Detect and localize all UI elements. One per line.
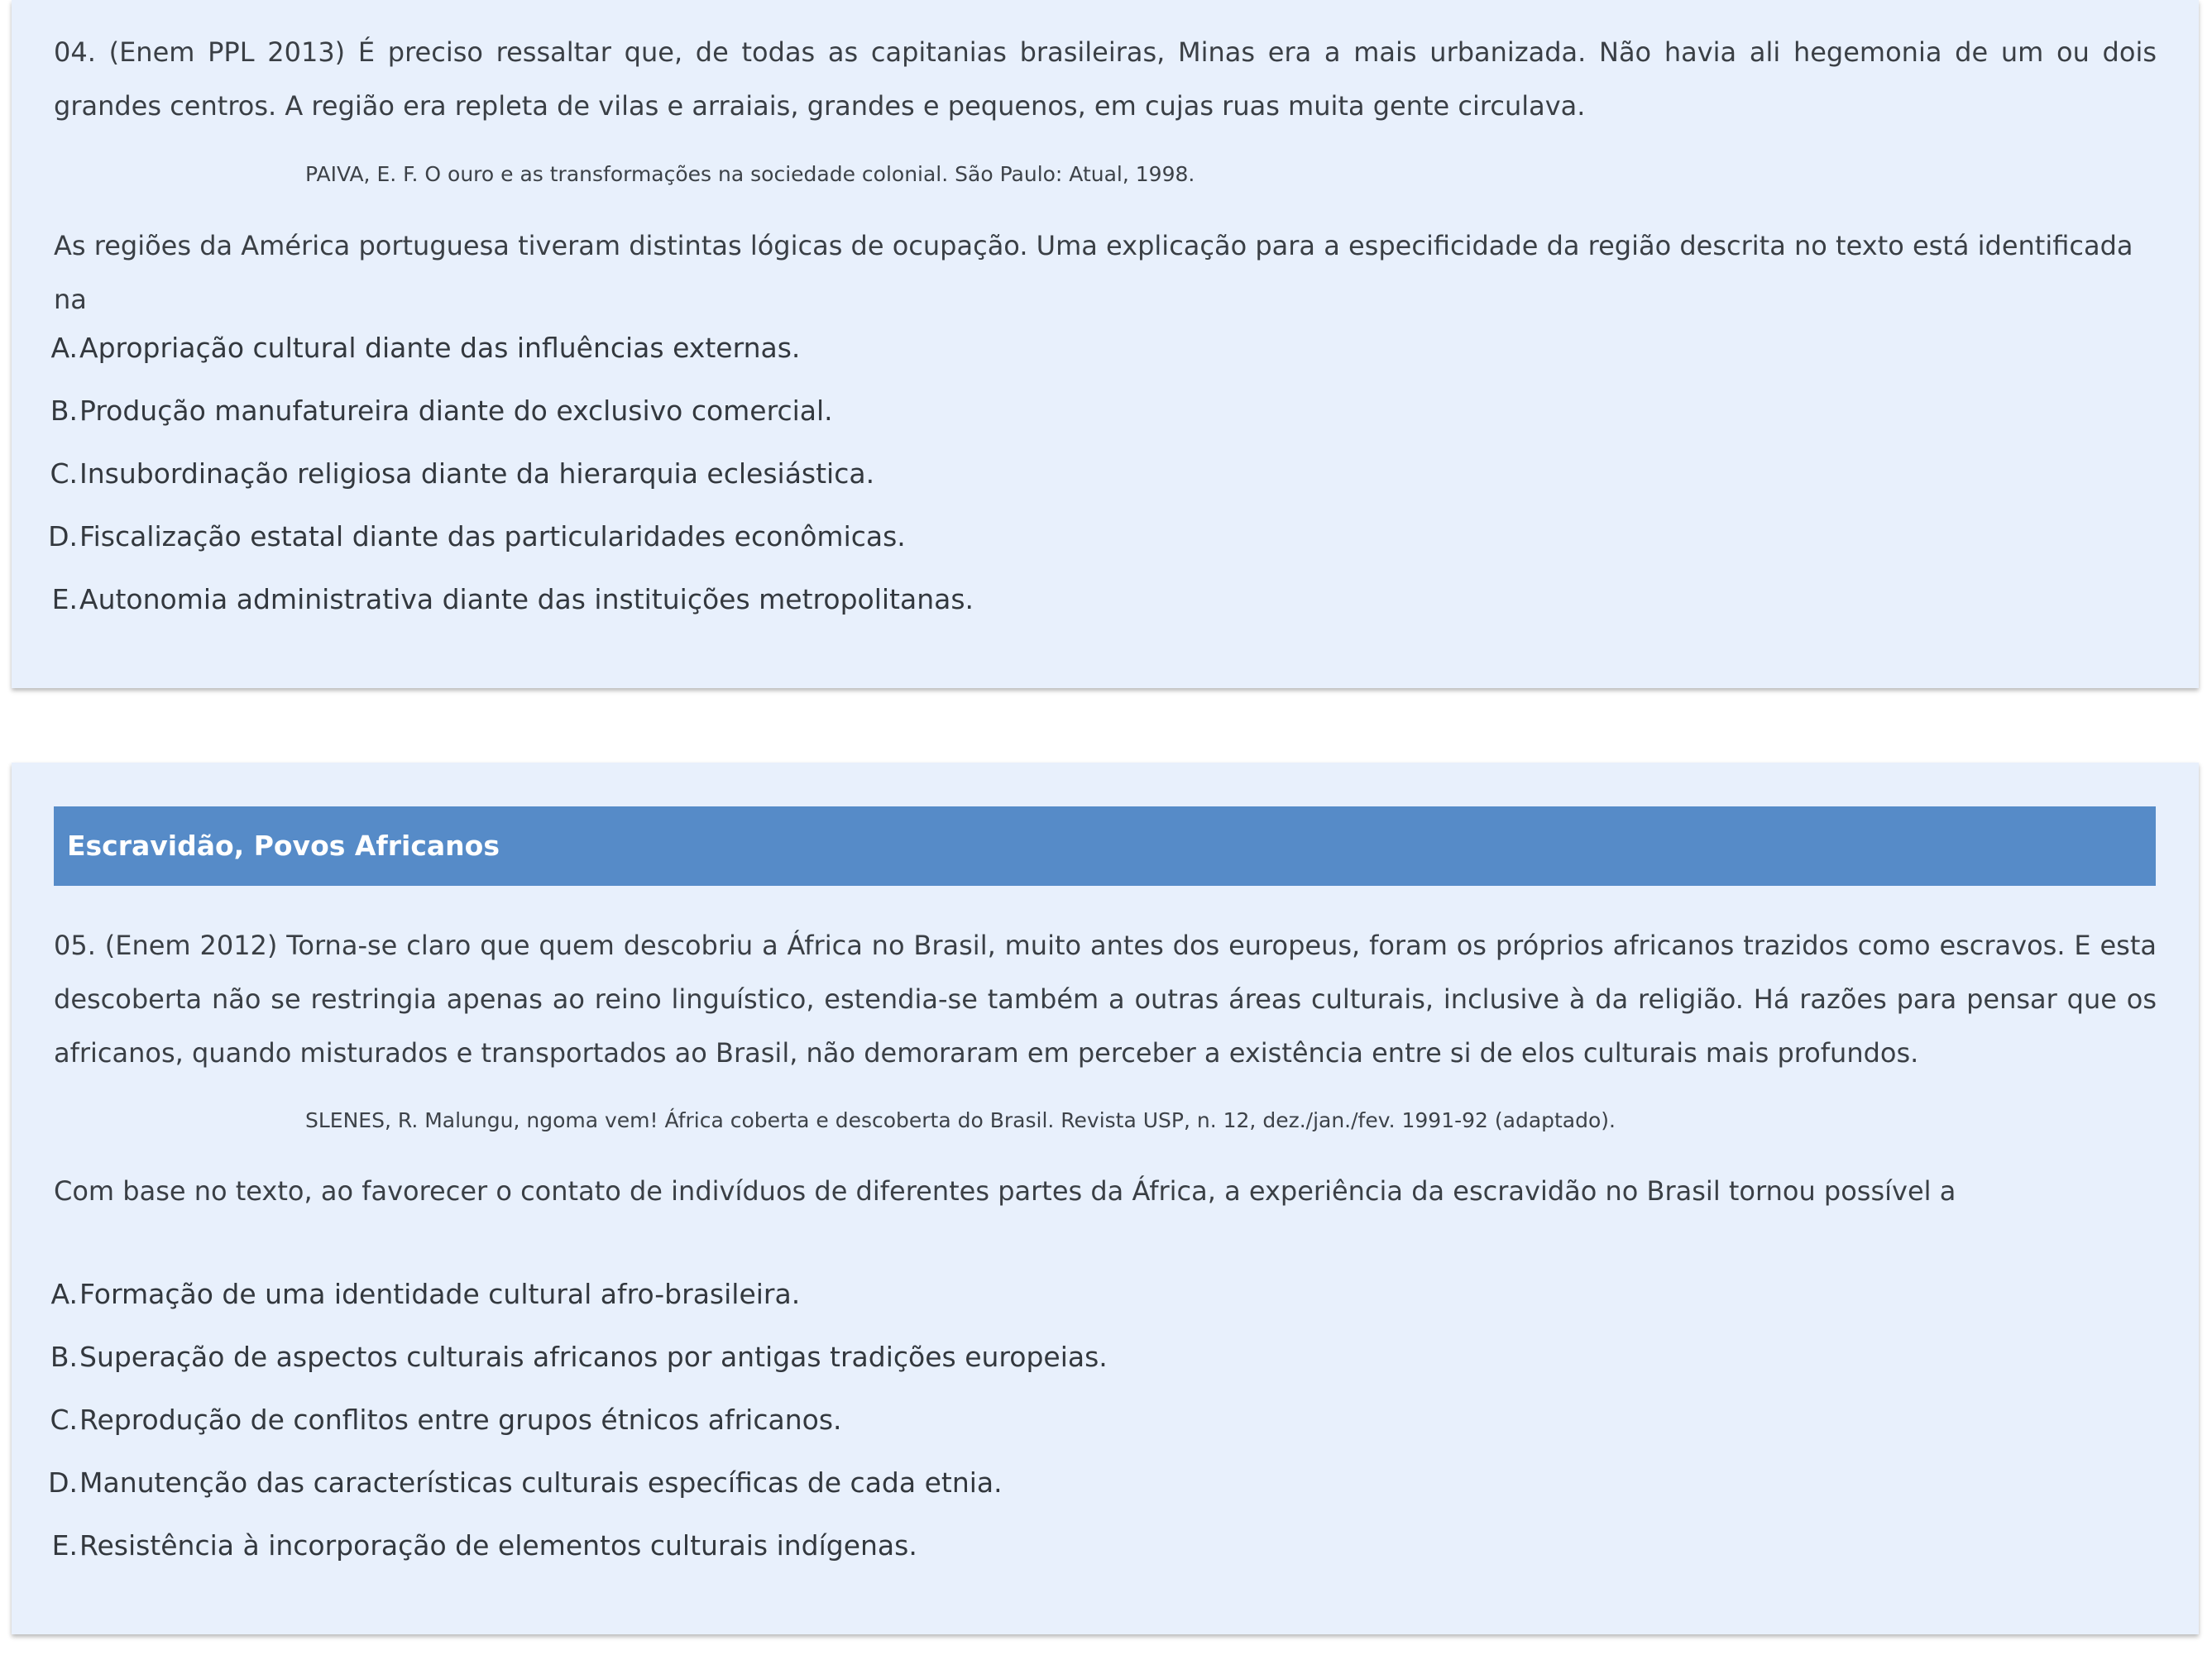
option-text: Apropriação cultural diante das influências externas. (79, 332, 801, 364)
option-text: Fiscalização estatal diante das particularidades econômicas. (79, 520, 906, 552)
option-letter: C. (50, 1404, 78, 1436)
citation: PAIVA, E. F. O ouro e as transformações na sociedade colonial. São Paulo: Atual, 1998. (305, 162, 1195, 186)
option-text: Insubordinação religiosa diante da hierarquia eclesiástica. (79, 457, 875, 490)
option-text: Produção manufatureira diante do exclusivo comercial. (79, 395, 833, 427)
question-stem: 05. (Enem 2012) Torna-se claro que quem descobriu a África no Brasil, muito antes dos europeus, foram os próprios africanos trazidos como escravos. E esta descoberta não se restringia apenas ao reino linguístico, estendia-se também a outras áreas culturais, inclusive à da religião. Há razões para pensar que os africanos, quando misturados e transportados ao Brasil, não demoraram em perceber a existência entre si de elos culturais mais profundos. (54, 930, 2157, 1069)
option-letter: B. (50, 1341, 78, 1373)
question-command: Com base no texto, ao favorecer o contato de indivíduos de diferentes partes da África, a experiência da escravidão no Brasil tornou possível a (54, 1175, 1956, 1207)
option-text: Resistência à incorporação de elementos culturais indígenas. (79, 1529, 917, 1562)
option-a[interactable] (36, 1263, 2157, 1326)
option-e[interactable] (36, 1514, 2157, 1577)
question-card-04 (12, 0, 2199, 688)
option-letter: A. (50, 1278, 78, 1310)
option-c[interactable] (36, 442, 2157, 505)
option-e[interactable] (36, 568, 2157, 631)
option-text: Manutenção das características culturais específicas de cada etnia. (79, 1466, 1003, 1499)
answer-options (36, 1263, 2157, 1577)
option-letter: D. (48, 520, 78, 552)
option-text: Superação de aspectos culturais africanos por antigas tradições europeias. (79, 1341, 1108, 1373)
question-source (54, 158, 2157, 191)
topic-header: Escravidão, Povos Africanos (54, 806, 2156, 886)
option-text: Autonomia administrativa diante das instituições metropolitanas. (79, 583, 974, 615)
question-body (54, 26, 2157, 133)
option-b[interactable] (36, 380, 2157, 442)
option-letter: E. (51, 583, 78, 615)
question-source (54, 1104, 2157, 1137)
option-c[interactable] (36, 1389, 2157, 1452)
question-card-05 (12, 763, 2199, 1634)
question-stem: 04. (Enem PPL 2013) É preciso ressaltar que, de todas as capitanias brasileiras, Minas era a mais urbanizada. Não havia ali hegemonia de um ou dois grandes centros. A região era repleta de vilas e arraiais, grandes e pequenos, em cujas ruas muita gente circulava. (54, 36, 2157, 122)
option-b[interactable] (36, 1326, 2157, 1389)
option-text: Formação de uma identidade cultural afro-brasileira. (79, 1278, 801, 1310)
option-letter: B. (50, 395, 78, 427)
question-command-wrap (54, 1165, 2157, 1218)
option-a[interactable] (36, 317, 2157, 380)
option-letter: A. (50, 332, 78, 364)
question-body (54, 919, 2157, 1080)
option-d[interactable] (36, 1452, 2157, 1514)
citation: SLENES, R. Malungu, ngoma vem! África coberta e descoberta do Brasil. Revista USP, n. 12, dez./jan./fev. 1991-92 (adaptado). (305, 1108, 1616, 1132)
option-text: Reprodução de conflitos entre grupos étnicos africanos. (79, 1404, 842, 1436)
option-letter: E. (51, 1529, 78, 1562)
question-command-wrap (54, 219, 2157, 327)
option-letter: C. (50, 457, 78, 490)
question-command: As regiões da América portuguesa tiveram distintas lógicas de ocupação. Uma explicação para a especificidade da região descrita no texto está identificada na (54, 230, 2133, 315)
option-letter: D. (48, 1466, 78, 1499)
answer-options (36, 317, 2157, 631)
option-d[interactable] (36, 505, 2157, 568)
